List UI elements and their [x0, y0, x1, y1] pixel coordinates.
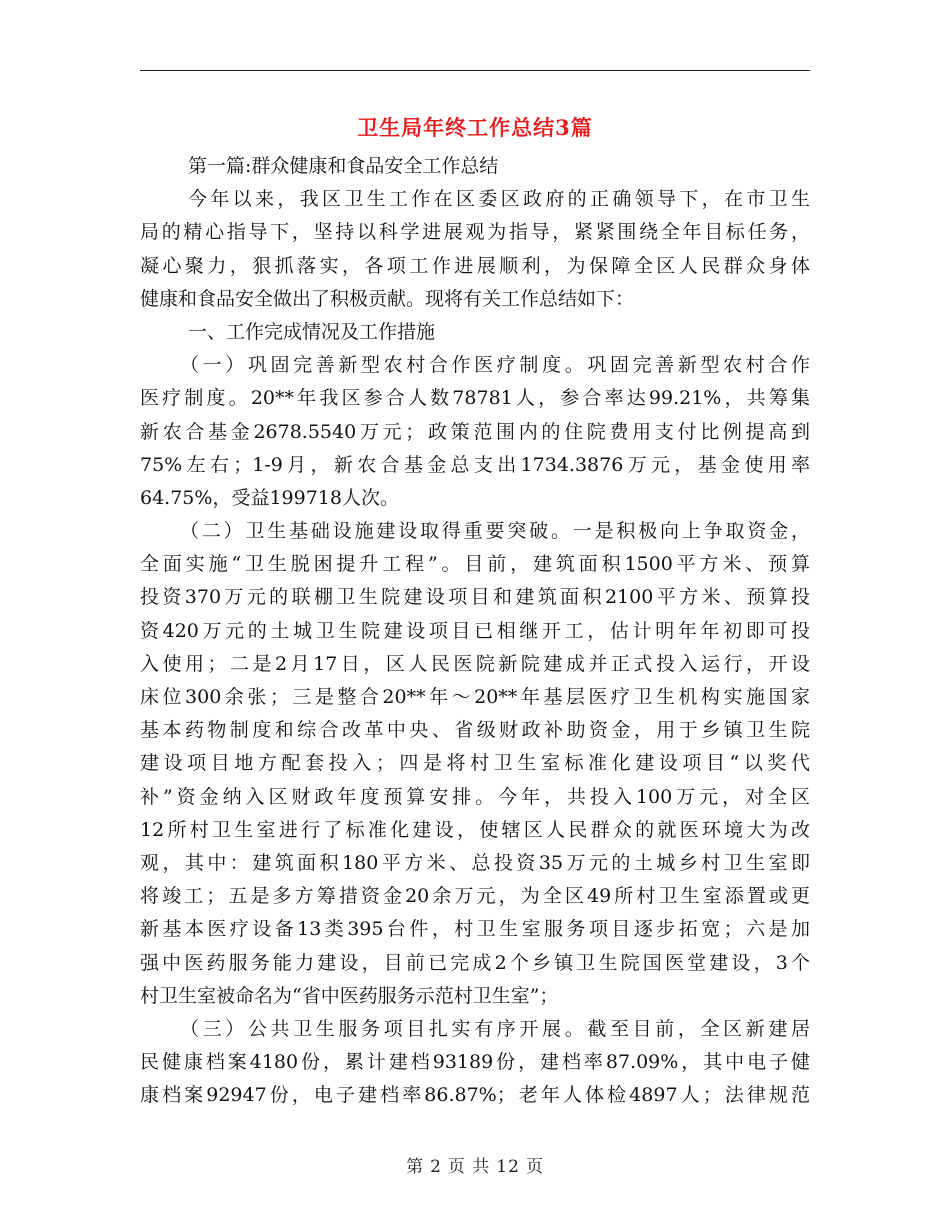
page-footer [0, 1152, 950, 1177]
paragraph-line: 观，其中：建筑面积180平方米、总投资35万元的土城乡村卫生室即 [140, 851, 810, 874]
paragraph-line: 村卫生室被命名为“省中医药服务示范村卫生室”； [140, 984, 559, 1007]
footer-middle: 页 共 [447, 1157, 491, 1177]
paragraph-line: 健康和食品安全做出了积极贡献。现将有关工作总结如下： [140, 287, 635, 310]
paragraph-line: 康档案92947份，电子建档率86.87%；老年人体检4897人；法律规范 [140, 1084, 810, 1107]
paragraph-line: 入使用；二是2月17日，区人民医院新院建成并正式投入运行，开设 [140, 652, 810, 675]
paragraph-line: 局的精心指导下，坚持以科学进展观为指导，紧紧围绕全年目标任务， [140, 221, 810, 244]
footer-page-number: 2 [430, 1157, 442, 1177]
paragraph-line: 64.75%，受益199718人次。 [140, 486, 399, 509]
document-title: 卫生局年终工作总结3篇 [357, 115, 593, 140]
paragraph-line: 新基本医疗设备13类395台件，村卫生室服务项目逐步拓宽；六是加 [140, 918, 810, 941]
paragraph-line: 民健康档案4180份，累计建档93189份，建档率87.09%，其中电子健 [140, 1051, 810, 1074]
section-heading-1: 一、工作完成情况及工作措施 [188, 320, 436, 343]
paragraph-line: 医疗制度。20**年我区参合人数78781人，参合率达99.21%，共筹集 [140, 387, 810, 410]
paragraph-line: 新农合基金2678.5540万元；政策范围内的住院费用支付比例提高到 [140, 420, 810, 443]
paragraph-line: 强中医药服务能力建设，目前已完成2个乡镇卫生院国医堂建设，3个 [140, 951, 810, 974]
subsection-heading-line: （三）公共卫生服务项目扎实有序开展。截至目前，全区新建居 [180, 1017, 810, 1040]
paragraph-line: 补”资金纳入区财政年度预算安排。今年，共投入100万元，对全区 [140, 785, 810, 808]
paragraph-line: 床位300余张；三是整合20**年～20**年基层医疗卫生机构实施国家 [140, 686, 810, 708]
footer-total-pages: 12 [496, 1157, 520, 1177]
paragraph-line: 基本药物制度和综合改革中央、省级财政补助资金，用于乡镇卫生院 [140, 719, 810, 742]
paragraph-line: 建设项目地方配套投入；四是将村卫生室标准化建设项目“以奖代 [140, 752, 810, 775]
paragraph-line: 投资370万元的联棚卫生院建设项目和建筑面积2100平方米、预算投 [140, 586, 810, 609]
document-body [140, 150, 810, 1112]
paragraph-line: 今年以来，我区卫生工作在区委区政府的正确领导下，在市卫生 [188, 188, 810, 211]
footer-suffix: 页 [525, 1157, 544, 1177]
paragraph-line: 将竣工；五是多方筹措资金20余万元，为全区49所村卫生室添置或更 [140, 885, 810, 908]
subsection-heading-line: （二）卫生基础设施建设取得重要突破。一是积极向上争取资金， [180, 520, 810, 543]
paragraph-line: 75%左右；1-9月，新农合基金总支出1734.3876万元，基金使用率 [140, 453, 810, 476]
section-heading-part-one: 第一篇:群众健康和食品安全工作总结 [188, 155, 499, 177]
paragraph-line: 12所村卫生室进行了标准化建设，使辖区人民群众的就医环境大为改 [140, 818, 810, 841]
subsection-heading-line: （一）巩固完善新型农村合作医疗制度。巩固完善新型农村合作 [180, 354, 810, 377]
paragraph-line: 凝心聚力，狠抓落实，各项工作进展顺利，为保障全区人民群众身体 [140, 254, 810, 277]
paragraph-line: 全面实施“卫生脱困提升工程”。目前，建筑面积1500平方米、预算 [140, 553, 810, 576]
paragraph-line: 资420万元的土城卫生院建设项目已相继开工，估计明年年初即可投 [140, 619, 810, 642]
header-rule [140, 70, 810, 71]
footer-prefix: 第 [406, 1157, 425, 1177]
